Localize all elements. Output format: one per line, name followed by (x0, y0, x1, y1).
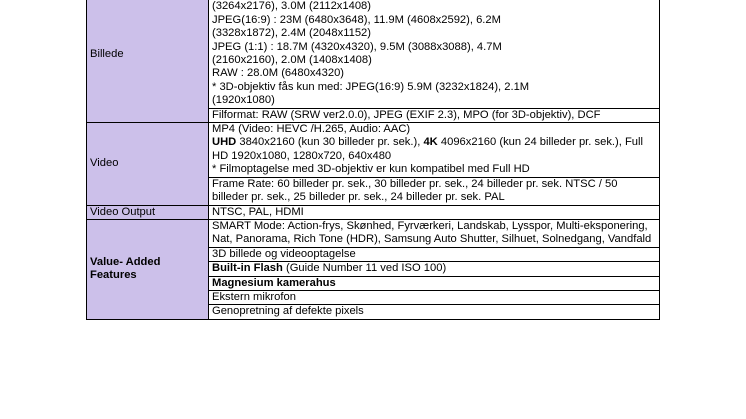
billede-label: Billede (87, 0, 209, 123)
uhd-text: 3840x2160 (kun 30 billeder pr. sek.), (236, 136, 424, 149)
billede-line: (3264x2176), 3.0M (2112x1408) (212, 0, 372, 13)
flash-label: Built-in Flash (212, 262, 283, 275)
table-row (87, 123, 660, 178)
video-format: MP4 (Video: HEVC /H.265, Audio: AAC) (212, 123, 411, 136)
smart-mode: SMART Mode: Action-frys, Skønhed, Fyrværkeri, Landskab, Lysspor, Multi-eksponering, Nat, Panorama, Rich Tone (HDR), Samsung Auto Shutter, Silhuet, Solnedgang, Vandfald (209, 219, 660, 247)
billede-line: (2160x2160), 2.0M (1408x1408) (212, 54, 372, 67)
spec-table (86, 0, 660, 320)
table-row (87, 219, 660, 247)
video-label: Video (87, 123, 209, 205)
video-framerate: Frame Rate: 60 billeder pr. sek., 30 billeder pr. sek., 24 billeder pr. sek. NTSC / 50 billeder pr. sek., 25 billeder pr. sek., 24 billeder pr. sek. PAL (209, 177, 660, 205)
video-output-value: NTSC, PAL, HDMI (209, 205, 660, 219)
threed-feature: 3D billede og videooptagelse (209, 247, 660, 261)
video-note: * Filmoptagelse med 3D-objektiv er kun kompatibel med Full HD (212, 163, 530, 176)
billede-line: JPEG(16:9) : 23M (6480x3648), 11.9M (4608x2592), 6.2M (212, 13, 501, 26)
flash-text: (Guide Number 11 ved ISO 100) (282, 262, 447, 275)
body-feature: Magnesium kamerahus (209, 276, 660, 290)
video-output-label: Video Output (87, 205, 209, 219)
billede-line: * 3D-objektiv fås kun med: JPEG(16:9) 5.9M (3232x1824), 2.1M (212, 80, 530, 93)
billede-line: (1920x1080) (212, 94, 275, 107)
flash-feature (209, 262, 660, 276)
k4-label: 4K (423, 136, 438, 149)
mic-feature: Ekstern mikrofon (209, 290, 660, 304)
video-resolutions (212, 136, 656, 163)
table-row (87, 0, 660, 108)
table-row (87, 205, 660, 219)
value-added-label: Value- Added Features (87, 219, 209, 319)
billede-line: RAW : 28.0M (6480x4320) (212, 67, 345, 80)
k4-text: 4096x2160 (kun 24 billeder pr. sek.), Full HD 1920x1080, 1280x720, 640x480 (212, 136, 643, 162)
billede-line: JPEG (1:1) : 18.7M (4320x4320), 9.5M (3088x3088), 4.7M (212, 40, 502, 53)
video-spec (209, 123, 660, 178)
pixel-feature: Genopretning af defekte pixels (209, 305, 660, 319)
billede-fileformat: Filformat: RAW (SRW ver2.0.0), JPEG (EXIF 2.3), MPO (for 3D-objektiv), DCF (209, 108, 660, 122)
billede-line: (3328x1872), 2.4M (2048x1152) (212, 27, 372, 40)
uhd-label: UHD (212, 136, 237, 149)
billede-resolutions (209, 0, 660, 108)
